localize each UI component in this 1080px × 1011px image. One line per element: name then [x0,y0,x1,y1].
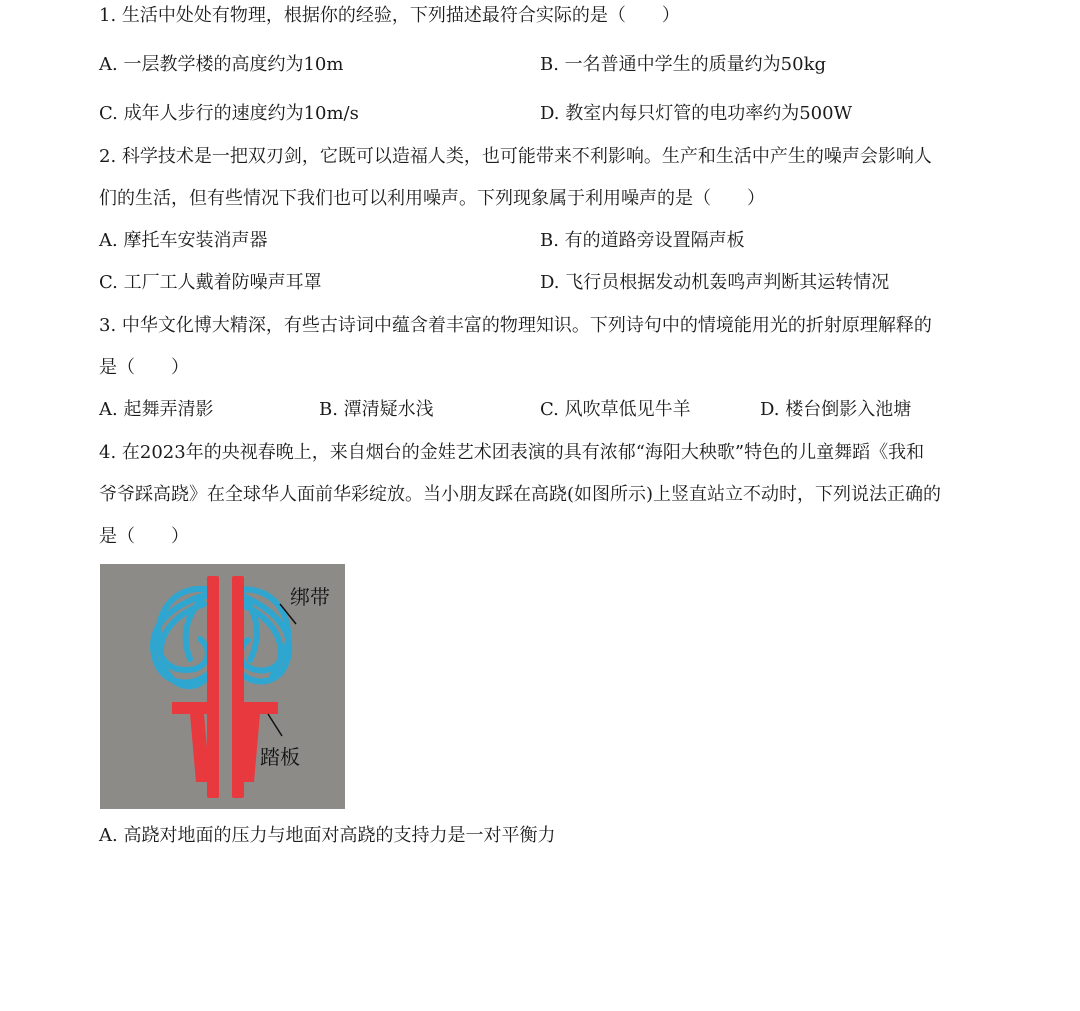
label-pedal: 踏板 [260,745,300,769]
q2-option-b: B. 有的道路旁设置隔声板 [540,230,745,251]
q1-option-d: D. 教室内每只灯管的电功率约为500W [540,103,853,124]
q2-option-d: D. 飞行员根据发动机轰鸣声判断其运转情况 [540,272,890,293]
q2-stem-line-2: 们的生活，但有些情况下我们也可以利用噪声。下列现象属于利用噪声的是（ ） [99,188,765,209]
q4-stem-line-2: 爷爷踩高跷》在全球华人面前华彩绽放。当小朋友踩在高跷(如图所示)上竖直站立不动时，下列说法正确的 [99,484,942,505]
q4-stem-line-3: 是（ ） [99,526,189,547]
q4-option-a: A. 高跷对地面的压力与地面对高跷的支持力是一对平衡力 [99,825,556,846]
q2-option-a: A. 摩托车安装消声器 [99,230,268,251]
label-strap: 绑带 [290,585,330,609]
q1-option-b: B. 一名普通中学生的质量约为50kg [540,54,827,75]
left-strap [153,589,212,686]
right-strap [240,590,289,682]
q3-option-b: B. 潭清疑水浅 [319,399,434,420]
q1-stem: 1. 生活中处处有物理，根据你的经验，下列描述最符合实际的是（ ） [99,5,680,26]
pedal-pointer [268,714,282,736]
q3-option-d: D. 楼台倒影入池塘 [760,399,912,420]
q1-option-c: C. 成年人步行的速度约为10m/s [99,103,359,124]
stilts-photo [100,564,345,809]
q3-stem-line-1: 3. 中华文化博大精深，有些古诗词中蕴含着丰富的物理知识。下列诗句中的情境能用光的折射原理解释的 [99,315,932,336]
q3-option-c: C. 风吹草低见牛羊 [540,399,691,420]
q1-option-a: A. 一层教学楼的高度约为10m [99,54,344,75]
q2-option-c: C. 工厂工人戴着防噪声耳罩 [99,272,322,293]
q4-stem-line-1: 4. 在2023年的央视春晚上，来自烟台的金娃艺术团表演的具有浓郁“海阳大秧歌”特色的儿童舞蹈《我和 [99,442,925,463]
q3-stem-line-2: 是（ ） [99,357,189,378]
q3-option-a: A. 起舞弄清影 [99,399,214,420]
q2-stem-line-1: 2. 科学技术是一把双刃剑，它既可以造福人类，也可能带来不利影响。生产和生活中产生的噪声会影响人 [99,146,932,167]
